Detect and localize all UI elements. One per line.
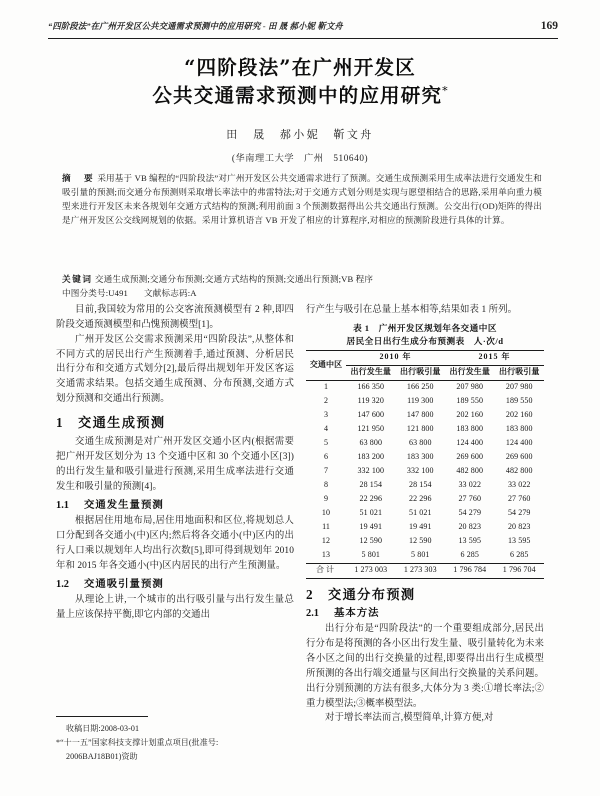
cell-value: 189 550 — [505, 396, 533, 406]
table-row — [306, 535, 544, 549]
table-row — [306, 437, 544, 451]
cell-value: 269 600 — [505, 452, 533, 462]
table-row — [306, 507, 544, 521]
abstract-label: 摘 要 — [62, 173, 95, 183]
cell-value: 147 600 — [357, 410, 385, 420]
cell-value: 124 400 — [505, 438, 533, 448]
table-row — [306, 395, 544, 409]
section-heading-2 — [306, 586, 544, 603]
cell-value: 19 491 — [408, 522, 432, 532]
cell-value: 119 320 — [357, 396, 384, 406]
cell-value: 166 250 — [396, 380, 445, 395]
header-rule — [48, 38, 558, 39]
paragraph: 行产生与吸引在总量上基本相等,结果如表 1 所列。 — [306, 305, 518, 315]
subsection-heading-2-1 — [306, 607, 544, 621]
title-line-2-wrapper — [0, 82, 600, 110]
cell-zone: 10 — [321, 508, 331, 518]
cell-zone: 7 — [323, 466, 329, 476]
funding-line-2: 2006BAJ18B01)资助 — [66, 751, 138, 761]
subsection-title: 基本方法 — [334, 607, 380, 619]
paragraph: 根据居住用地布局,居住用地面积和区位,将规划总人口分配到各交通小(中)区内;然后将各交通小(中)区内的出行人口乘以规划年人均出行次数[5],即可得到规划年 2010 年和 2015 年各交通小(中)区内居民的出行产生预测量。 — [56, 516, 294, 571]
cell-zone: 9 — [323, 494, 329, 504]
footnote-block — [56, 722, 294, 763]
header-2015-generation: 出行发生量 — [449, 367, 490, 377]
table-row — [306, 493, 544, 507]
cell-value: 202 160 — [456, 410, 484, 420]
cell-zone: 12 — [321, 536, 331, 546]
cell-value: 12 590 — [408, 536, 432, 546]
table-1-block — [306, 322, 544, 579]
cell-value: 124 400 — [456, 438, 484, 448]
paragraph: 对于增长率法而言,模型简单,计算方便,对 — [325, 713, 494, 724]
section-number: 2 — [306, 586, 313, 602]
funding-text-1: “十一五”国家科技支撑计划重点项目(批准号: — [60, 737, 219, 747]
subsection-heading-1-2 — [56, 578, 294, 592]
paragraph: 从理论上讲,一个城市的出行吸引量与出行发生量总量上应该保持平衡,即它内部的交通出 — [56, 595, 294, 620]
cell-value: 189 550 — [456, 396, 484, 406]
clc-label: 中图分类号: — [62, 288, 109, 298]
keywords-text: 交通生成预测;交通分布预测;交通方式结构的预测;交通出行预测;VB 程序 — [94, 274, 374, 284]
cell-value: 202 160 — [505, 410, 533, 420]
cell-value: 63 800 — [359, 438, 383, 448]
footnote-rule — [56, 716, 148, 717]
classification-line — [62, 287, 542, 301]
cell-value: 121 950 — [357, 424, 385, 434]
doc-code-value: A — [190, 288, 197, 298]
left-column — [56, 303, 294, 623]
header-2015-attraction: 出行吸引量 — [499, 367, 540, 377]
cell-zone: 5 — [323, 438, 329, 448]
cell-value: 482 800 — [456, 466, 484, 476]
section-heading-1 — [56, 414, 294, 431]
keywords — [62, 273, 542, 287]
cell-value: 33 022 — [458, 480, 482, 490]
data-table — [306, 350, 544, 579]
cell-value: 183 800 — [505, 424, 533, 434]
cell-value: 166 350 — [346, 380, 395, 395]
cell-value: 19 491 — [359, 522, 383, 532]
section-title: 交通生成预测 — [78, 415, 166, 431]
cell-value: 27 760 — [458, 494, 482, 504]
received-label: 收稿日期: — [66, 724, 101, 733]
table-row — [306, 409, 544, 423]
subsection-number: 1.1 — [56, 499, 69, 511]
cell-value: 6 285 — [510, 550, 529, 560]
doc-code-label: 文献标志码: — [143, 288, 191, 298]
keywords-label: 关键词 — [62, 274, 93, 284]
subsection-heading-1-1 — [56, 499, 294, 513]
header-group-2010: 2010 年 — [346, 350, 445, 365]
table-row — [306, 465, 544, 479]
table-row — [306, 549, 544, 564]
table-body — [306, 380, 544, 578]
clc-value: U491 — [108, 288, 128, 298]
table-row — [306, 521, 544, 535]
page-number: 169 — [540, 20, 558, 32]
abstract-text: 采用基于 VB 编程的“四阶段法”对广州开发区公共交通需求进行了预测。交通生成预测采用生成率法进行交通发生和吸引量的预测;而交通分布预测则采取增长率法中的弗雷特法;对于交通方式划分则是实现与愿望相结合的思路,采用单向重力模型来进行开发区未来各规划年交通方式结构的预测;利用前面 3 个预测数据得出公共交通出行预测。公交出行(OD)矩阵的得出是广州开发区公交线网规划的依据。采用计算机语言 VB 开发了相应的计算程序,对相应的预测阶段进行具体的计算。 — [62, 173, 542, 225]
received-date: 2008-03-01 — [100, 724, 140, 733]
funding-line-1 — [56, 736, 294, 750]
cell-value: 28 154 — [408, 480, 432, 490]
cell-zone: 13 — [321, 550, 331, 560]
cell-zone: 4 — [323, 424, 329, 434]
header-zone: 交通中区 — [306, 350, 346, 380]
cell-value: 332 100 — [357, 466, 385, 476]
paragraph: 目前,我国较为常用的公交客流预测模型有 2 种,即四阶段交通预测模型和凸愧预测模型[1]。 — [56, 305, 294, 330]
cell-value: 28 154 — [359, 480, 383, 490]
cell-value: 20 823 — [507, 522, 531, 532]
section-title: 交通分布预测 — [328, 586, 416, 602]
cell-total-value: 1 796 704 — [495, 563, 545, 578]
table-total-row — [306, 563, 544, 578]
author-list: 田 晟 郝小妮 靳文舟 — [226, 129, 374, 141]
cell-value: 147 800 — [406, 410, 434, 420]
table-row — [306, 380, 544, 395]
subsection-number: 1.2 — [56, 578, 69, 590]
title-line-2: 公共交通需求预测中的应用研究 — [152, 84, 443, 108]
cell-value: 207 980 — [495, 380, 545, 395]
section-number: 1 — [56, 415, 63, 431]
abstract — [62, 172, 542, 228]
received-date-line — [56, 722, 294, 736]
cell-value: 183 800 — [456, 424, 484, 434]
cell-total-label: 合计 — [306, 563, 346, 578]
cell-value: 22 296 — [359, 494, 383, 504]
subsection-title: 交通发生量预测 — [84, 499, 164, 511]
cell-value: 33 022 — [507, 480, 531, 490]
cell-value: 121 800 — [406, 424, 434, 434]
cell-value: 13 595 — [507, 536, 531, 546]
running-head — [48, 20, 558, 38]
cell-zone: 6 — [323, 452, 329, 462]
cell-value: 207 980 — [445, 380, 494, 395]
cell-value: 5 801 — [411, 550, 430, 560]
cell-value: 51 021 — [408, 508, 432, 518]
header-2010-attraction: 出行吸引量 — [400, 367, 441, 377]
cell-zone: 3 — [323, 410, 329, 420]
running-head-text: “四阶段法”在广州开发区公共交通需求预测中的应用研究 - 田 晟 郝小妮 靳文舟 — [48, 21, 343, 32]
table-caption-line-1: 表 1 广州开发区规划年各交通中区 — [353, 322, 497, 333]
header-2010-generation: 出行发生量 — [350, 367, 392, 377]
page-title — [0, 54, 600, 111]
right-column — [306, 303, 544, 726]
cell-value: 5 801 — [361, 550, 381, 560]
paragraph: 出行分布是“四阶段法”的一个重要组成部分,居民出行分布是将预测的各小区出行发生量、吸引量转化为未来各小区之间的出行交换量的过程,即要得出出行生成模型所预测的各出行端交通量与区间出行交换量的关系问题。出行分别预测的方法有很多,大体分为 3 类:①增长率法;②重力模型法;③概率模型法。 — [306, 624, 544, 709]
cell-value: 119 300 — [407, 396, 434, 406]
cell-value: 183 200 — [357, 452, 385, 462]
cell-zone: 11 — [322, 522, 330, 532]
affiliation: (华南理工大学 广州 510640) — [231, 153, 369, 163]
title-footnote-mark: * — [442, 84, 448, 98]
cell-total-value: 1 273 303 — [396, 563, 445, 578]
subsection-title: 交通吸引量预测 — [84, 578, 164, 590]
cell-value: 20 823 — [458, 522, 482, 532]
cell-value: 183 300 — [406, 452, 434, 462]
table-row — [306, 451, 544, 465]
funding-star: * — [56, 737, 61, 747]
cell-value: 27 760 — [507, 494, 531, 504]
cell-total-value: 1 273 003 — [346, 563, 395, 578]
paragraph: 交通生成预测是对广州开发区交通小区内(根据需要把广州开发区划分为 13 个交通中区和 30 个交通小区[3])的出行发生量和吸引量进行预测,采用生成率法进行交通发生和吸引量的预测[4]。 — [56, 437, 294, 492]
cell-value: 54 279 — [507, 508, 531, 518]
cell-value: 269 600 — [456, 452, 484, 462]
cell-value: 6 285 — [460, 550, 479, 560]
cell-value: 332 100 — [406, 466, 434, 476]
cell-value: 482 800 — [505, 466, 533, 476]
cell-value: 13 595 — [458, 536, 482, 546]
table-header-group-row — [306, 350, 544, 365]
cell-value: 22 296 — [408, 494, 432, 504]
cell-value: 51 021 — [359, 508, 383, 518]
cell-zone: 8 — [323, 480, 329, 490]
subsection-number: 2.1 — [306, 607, 319, 619]
cell-value: 12 590 — [359, 536, 383, 546]
title-line-1: “四阶段法”在广州开发区 — [184, 56, 416, 79]
cell-value: 63 800 — [408, 438, 432, 448]
table-row — [306, 423, 544, 437]
cell-zone: 1 — [306, 380, 346, 395]
cell-value: 54 279 — [458, 508, 482, 518]
paragraph: 广州开发区公交需求预测采用“四阶段法”,从整体和不同方式的居民出行产生预测着手,通过预测、分析居民出行分布和交通方式划分[2],最后得出规划年开发区客运交通需求结果。包括交通生成预测、分布预测,交通方式划分预测和交通出行预测。 — [56, 334, 294, 405]
cell-zone: 2 — [323, 396, 329, 406]
header-group-2015: 2015 年 — [445, 350, 544, 365]
table-caption-line-2: 居民全日出行生成分布预测表 人·次/d — [346, 335, 504, 346]
table-row — [306, 479, 544, 493]
cell-total-value: 1 796 784 — [445, 563, 494, 578]
